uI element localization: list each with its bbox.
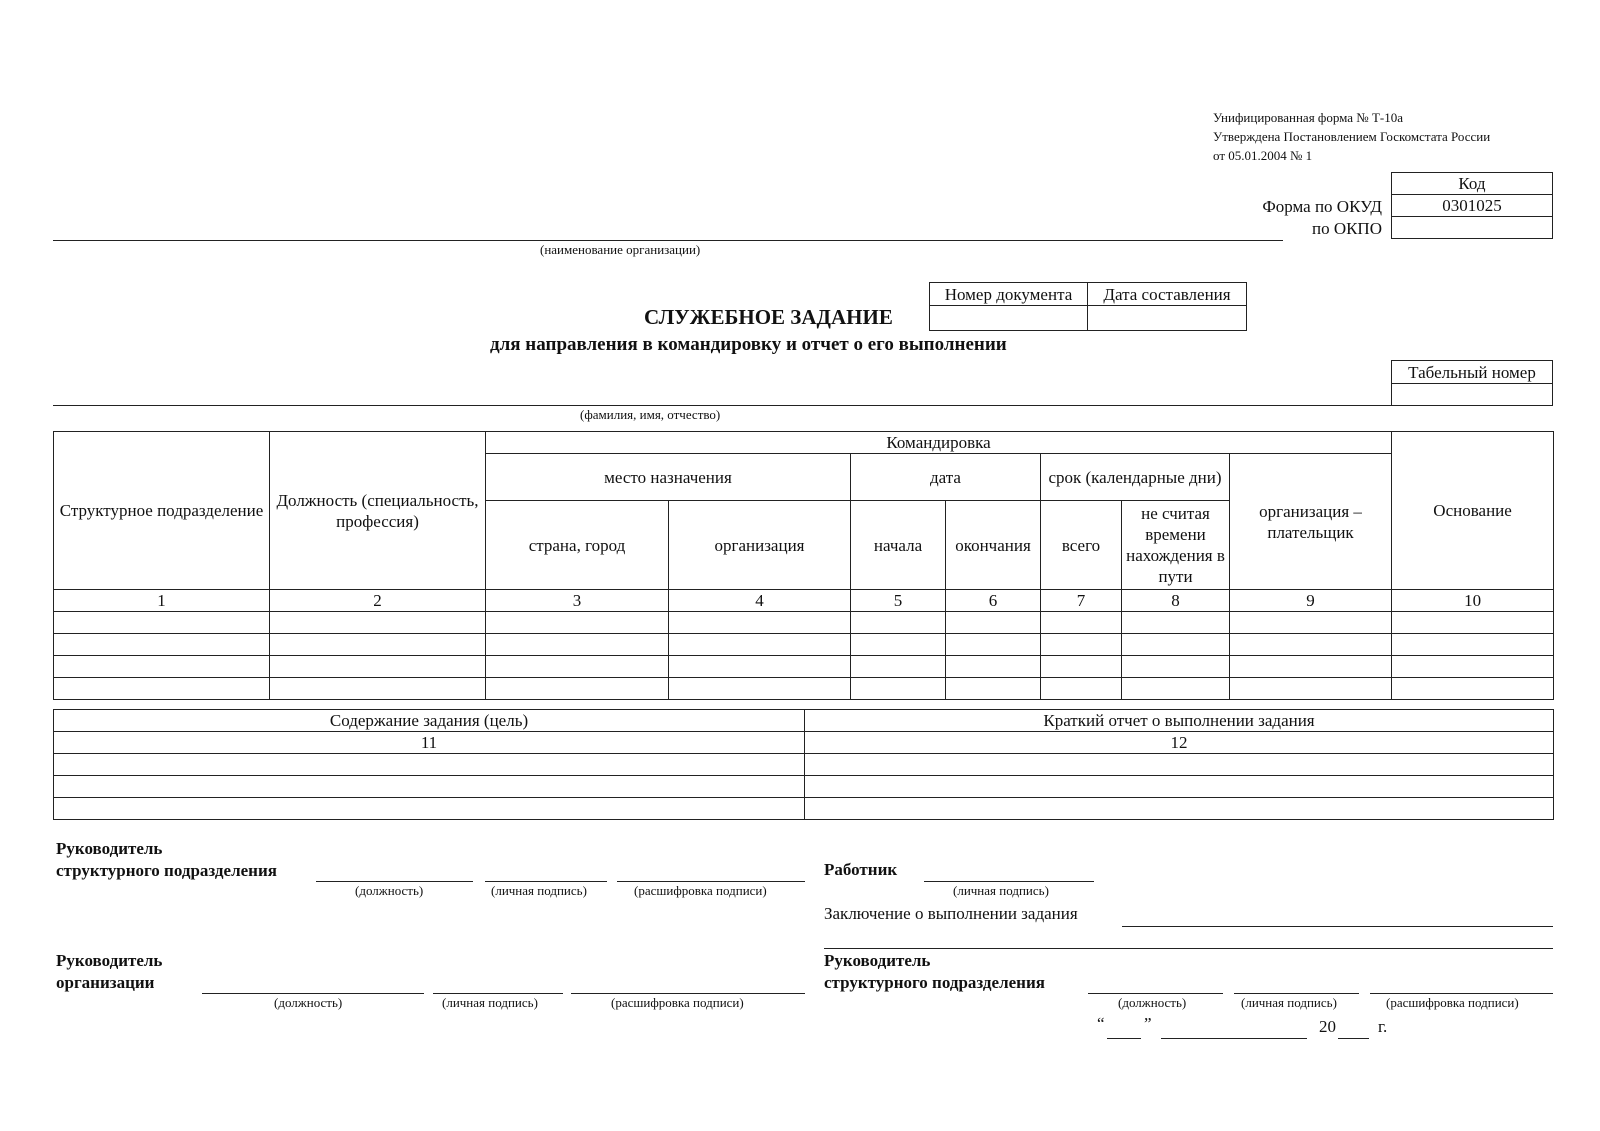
table-cell[interactable] xyxy=(1392,678,1554,700)
table-cell[interactable] xyxy=(54,634,270,656)
table-row xyxy=(54,776,1554,798)
doc-number-value[interactable] xyxy=(930,306,1088,331)
okpo-label: по ОКПО xyxy=(1311,219,1382,238)
srok-header: срок (календарные дни) xyxy=(1041,454,1230,501)
head-org-signature-line[interactable] xyxy=(433,993,563,994)
head-org-label-line1: Руководитель xyxy=(56,951,163,970)
col-number: 11 xyxy=(54,732,805,754)
table-cell[interactable] xyxy=(1230,678,1392,700)
head-struct2-label xyxy=(824,950,1045,994)
head-struct-label-line1: Руководитель xyxy=(56,839,163,858)
table-cell[interactable] xyxy=(1122,678,1230,700)
head-org-position-line[interactable] xyxy=(202,993,424,994)
date-month-line[interactable] xyxy=(1161,1038,1307,1039)
tab-number-label: Табельный номер xyxy=(1392,361,1553,384)
table-cell[interactable] xyxy=(851,634,946,656)
conclusion-line-2[interactable] xyxy=(824,948,1553,949)
signature-caption: (личная подпись) xyxy=(1241,995,1337,1010)
nachala-header: начала xyxy=(851,501,946,590)
strana-header: страна, город xyxy=(486,501,669,590)
main-table xyxy=(53,431,1554,700)
table-cell[interactable] xyxy=(946,634,1041,656)
col-number: 5 xyxy=(851,590,946,612)
head-struct2-position-line[interactable] xyxy=(1088,993,1223,994)
fio-line[interactable] xyxy=(53,405,1553,406)
table-row xyxy=(54,634,1554,656)
position-caption: (должность) xyxy=(355,883,424,898)
tab-number-value[interactable] xyxy=(1392,384,1553,406)
okud-label: Форма по ОКУД xyxy=(1262,197,1382,216)
col-number: 9 xyxy=(1230,590,1392,612)
col-number: 12 xyxy=(805,732,1554,754)
head-struct2-label-line1: Руководитель xyxy=(824,951,931,970)
worker-signature-line[interactable] xyxy=(924,881,1094,882)
col-number: 10 xyxy=(1392,590,1554,612)
org-name-line[interactable] xyxy=(53,240,1283,241)
table-cell[interactable] xyxy=(805,798,1554,820)
position-caption: (должность) xyxy=(1118,995,1187,1010)
doc-box xyxy=(929,282,1247,331)
table-row xyxy=(54,798,1554,820)
ne-schitaya-header: не считая времени нахождения в пути xyxy=(1122,501,1230,590)
page-subtitle: для направления в командировку и отчет о его выполнении xyxy=(490,334,1007,355)
data-header: дата xyxy=(851,454,1041,501)
table-cell[interactable] xyxy=(270,634,486,656)
table-cell[interactable] xyxy=(1122,634,1230,656)
head-struct2-decode-line[interactable] xyxy=(1370,993,1553,994)
table-cell[interactable] xyxy=(1041,634,1122,656)
table-cell[interactable] xyxy=(946,678,1041,700)
task-table xyxy=(53,709,1554,820)
table-cell[interactable] xyxy=(54,612,270,634)
date-day-line[interactable] xyxy=(1107,1038,1141,1039)
table-cell[interactable] xyxy=(1122,612,1230,634)
okpo-value[interactable] xyxy=(1392,217,1553,239)
vsego-header: всего xyxy=(1041,501,1122,590)
table-cell[interactable] xyxy=(486,656,669,678)
signature-caption: (личная подпись) xyxy=(442,995,538,1010)
form-header-line3: от 05.01.2004 № 1 xyxy=(1213,148,1313,163)
table-cell[interactable] xyxy=(54,798,805,820)
table-cell[interactable] xyxy=(54,754,805,776)
table-cell[interactable] xyxy=(946,656,1041,678)
col-number: 8 xyxy=(1122,590,1230,612)
form-header-line1: Унифицированная форма № Т-10а xyxy=(1213,110,1403,125)
col-number: 4 xyxy=(669,590,851,612)
table-cell[interactable] xyxy=(1230,612,1392,634)
table-cell[interactable] xyxy=(1230,656,1392,678)
page-title: СЛУЖЕБНОЕ ЗАДАНИЕ xyxy=(644,305,893,329)
tab-number-box xyxy=(1391,360,1553,406)
table-row xyxy=(54,656,1554,678)
form-header xyxy=(1213,108,1490,165)
head-struct2-signature-line[interactable] xyxy=(1234,993,1359,994)
date-year-suffix: г. xyxy=(1378,1017,1388,1036)
table-cell[interactable] xyxy=(1122,656,1230,678)
table-cell[interactable] xyxy=(1392,612,1554,634)
table-cell[interactable] xyxy=(270,656,486,678)
table-row xyxy=(54,754,1554,776)
head-struct-position-line[interactable] xyxy=(316,881,473,882)
table-cell[interactable] xyxy=(1041,678,1122,700)
organizaciya-header: организация xyxy=(669,501,851,590)
okud-value[interactable]: 0301025 xyxy=(1392,195,1553,217)
worker-label: Работник xyxy=(824,860,898,879)
signature-caption: (личная подпись) xyxy=(491,883,587,898)
komandirovka-header: Командировка xyxy=(486,432,1392,454)
col-number: 2 xyxy=(270,590,486,612)
okonchaniya-header: окончания xyxy=(946,501,1041,590)
table-cell[interactable] xyxy=(1041,656,1122,678)
table-cell[interactable] xyxy=(851,656,946,678)
form-header-line2: Утверждена Постановлением Госкомстата России xyxy=(1213,129,1491,144)
table-cell[interactable] xyxy=(1392,656,1554,678)
conclusion-label: Заключение о выполнении задания xyxy=(824,904,1078,923)
head-org-label xyxy=(56,950,162,994)
head-org-decode-line[interactable] xyxy=(571,993,805,994)
col-number: 6 xyxy=(946,590,1041,612)
col-position-header: Должность (специальность, профессия) xyxy=(270,432,486,590)
codes-box xyxy=(1391,172,1553,239)
date-year-prefix: 20 xyxy=(1319,1017,1336,1036)
table-cell[interactable] xyxy=(486,612,669,634)
head-struct-signature-line[interactable] xyxy=(485,881,607,882)
table-cell[interactable] xyxy=(270,678,486,700)
conclusion-line-1[interactable] xyxy=(1122,926,1553,927)
table-row xyxy=(54,678,1554,700)
table-cell[interactable] xyxy=(805,776,1554,798)
col-number: 3 xyxy=(486,590,669,612)
table-cell[interactable] xyxy=(54,656,270,678)
head-struct-decode-line[interactable] xyxy=(617,881,805,882)
table-cell[interactable] xyxy=(805,754,1554,776)
col-number: 1 xyxy=(54,590,270,612)
col-struct-header: Структурное подразделение xyxy=(54,432,270,590)
head-struct-label xyxy=(56,838,277,882)
decode-caption: (расшифровка подписи) xyxy=(634,883,767,898)
col-osnovanie-header: Основание xyxy=(1392,432,1554,590)
table-cell[interactable] xyxy=(851,678,946,700)
org-caption: (наименование организации) xyxy=(540,242,701,257)
table-cell[interactable] xyxy=(1041,612,1122,634)
column-numbers-row xyxy=(54,590,1554,612)
platelshik-header: организация – плательщик xyxy=(1230,454,1392,590)
kod-header: Код xyxy=(1392,173,1553,195)
table-cell[interactable] xyxy=(270,612,486,634)
table-cell[interactable] xyxy=(486,678,669,700)
table-cell[interactable] xyxy=(669,634,851,656)
table-cell[interactable] xyxy=(54,776,805,798)
table-cell[interactable] xyxy=(946,612,1041,634)
doc-number-label: Номер документа xyxy=(930,283,1088,306)
table-cell[interactable] xyxy=(54,678,270,700)
date-open-quote: “ xyxy=(1097,1014,1105,1033)
table-cell[interactable] xyxy=(851,612,946,634)
mesto-header: место назначения xyxy=(486,454,851,501)
date-year-line[interactable] xyxy=(1338,1038,1369,1039)
table-cell[interactable] xyxy=(1392,634,1554,656)
table-row xyxy=(54,612,1554,634)
date-close-quote: ” xyxy=(1144,1014,1152,1033)
head-org-label-line2: организации xyxy=(56,973,155,992)
doc-date-value[interactable] xyxy=(1088,306,1247,331)
table-cell[interactable] xyxy=(669,656,851,678)
head-struct2-label-line2: структурного подразделения xyxy=(824,973,1045,992)
table-cell[interactable] xyxy=(669,612,851,634)
col-number: 7 xyxy=(1041,590,1122,612)
position-caption: (должность) xyxy=(274,995,343,1010)
decode-caption: (расшифровка подписи) xyxy=(611,995,744,1010)
table-cell[interactable] xyxy=(486,634,669,656)
fio-caption: (фамилия, имя, отчество) xyxy=(580,407,721,422)
table-cell[interactable] xyxy=(669,678,851,700)
signature-caption: (личная подпись) xyxy=(953,883,1049,898)
task-goal-header: Содержание задания (цель) xyxy=(54,710,805,732)
doc-date-label: Дата составления xyxy=(1088,283,1247,306)
decode-caption: (расшифровка подписи) xyxy=(1386,995,1519,1010)
task-report-header: Краткий отчет о выполнении задания xyxy=(805,710,1554,732)
head-struct-label-line2: структурного подразделения xyxy=(56,861,277,880)
table-cell[interactable] xyxy=(1230,634,1392,656)
